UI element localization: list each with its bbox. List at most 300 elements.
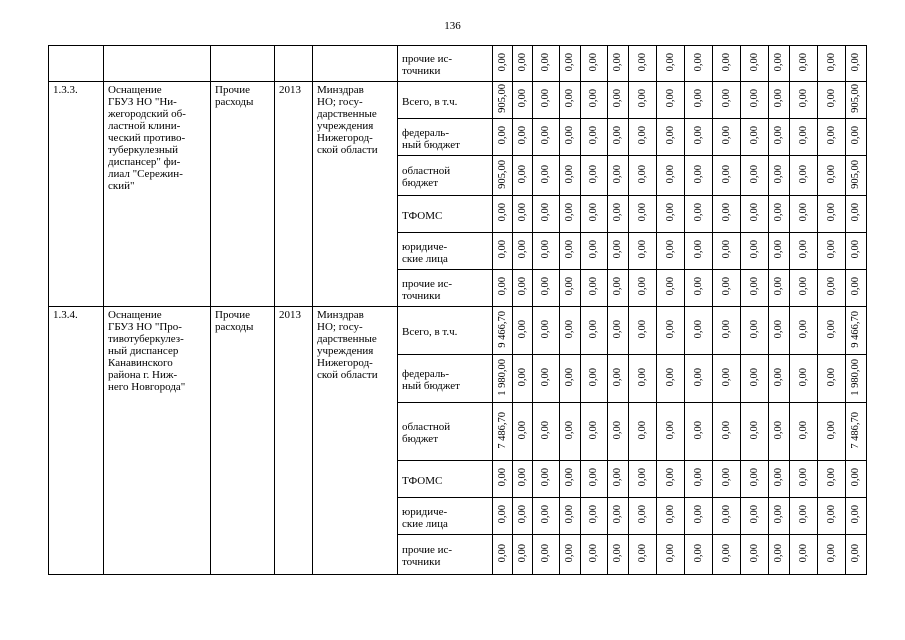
value-cell [560, 535, 581, 575]
value-cell [560, 498, 581, 535]
value-text: 0,00 [588, 367, 599, 387]
value-text: 0,00 [516, 203, 528, 222]
value-cell [608, 535, 629, 575]
value-cell [533, 403, 560, 461]
item-code-cell: 1.3.4. [49, 307, 104, 575]
value-text: 0,00 [825, 240, 837, 259]
value-text: 0,00 [540, 240, 551, 259]
value-cell [657, 233, 685, 270]
value-text: 0,00 [496, 277, 508, 296]
value-cell [846, 233, 867, 270]
value-text: 0,00 [797, 89, 809, 108]
value-cell [657, 156, 685, 196]
value-text: 0,00 [797, 367, 809, 387]
value-cell [493, 535, 513, 575]
value-cell [685, 307, 713, 355]
value-text: 0,00 [664, 505, 676, 524]
value-text: 0,00 [516, 52, 528, 72]
value-text: 0,00 [825, 468, 837, 487]
value-cell [513, 355, 533, 403]
value-cell [685, 355, 713, 403]
value-cell [769, 119, 790, 156]
value-cell [533, 498, 560, 535]
value-text: 0,00 [720, 367, 732, 387]
value-text: 9 466,70 [496, 310, 508, 348]
value-text: 0,00 [692, 505, 704, 524]
value-text: 0,00 [588, 52, 599, 72]
value-cell [629, 461, 657, 498]
value-text: 0,00 [564, 126, 575, 145]
value-text: 0,00 [748, 52, 760, 72]
value-cell [533, 196, 560, 233]
value-text: 0,00 [612, 164, 623, 184]
value-cell [846, 307, 867, 355]
page-number: 136 [444, 20, 461, 32]
value-cell [713, 46, 741, 82]
value-text: 0,00 [773, 468, 784, 487]
value-text: 0,00 [588, 164, 599, 184]
value-cell [608, 270, 629, 307]
value-text: 0,00 [516, 164, 528, 184]
source-cell: прочие ис- точники [398, 270, 493, 307]
value-cell [846, 82, 867, 119]
value-text: 0,00 [720, 468, 732, 487]
source-cell: ТФОМС [398, 196, 493, 233]
value-text: 0,00 [564, 277, 575, 296]
value-cell [493, 307, 513, 355]
value-text: 0,00 [748, 89, 760, 108]
value-text: 0,00 [664, 52, 676, 72]
value-text: 0,00 [540, 89, 551, 108]
value-cell [818, 355, 846, 403]
value-cell [769, 498, 790, 535]
value-text: 0,00 [773, 543, 784, 563]
value-text: 0,00 [540, 420, 551, 440]
value-text: 0,00 [636, 126, 648, 145]
value-text: 0,00 [636, 52, 648, 72]
value-text: 0,00 [636, 505, 648, 524]
value-cell [818, 233, 846, 270]
value-cell [713, 270, 741, 307]
value-text: 0,00 [564, 52, 575, 72]
value-text: 0,00 [825, 52, 837, 72]
value-text: 0,00 [612, 420, 623, 440]
value-text: 0,00 [564, 543, 575, 563]
source-cell: федераль- ный бюджет [398, 119, 493, 156]
value-cell [818, 498, 846, 535]
value-text: 0,00 [748, 505, 760, 524]
value-text: 0,00 [797, 240, 809, 259]
value-cell [629, 156, 657, 196]
value-text: 0,00 [825, 164, 837, 184]
value-cell [581, 46, 608, 82]
source-cell: Всего, в т.ч. [398, 307, 493, 355]
value-text: 0,00 [825, 319, 837, 339]
value-text: 0,00 [773, 277, 784, 296]
value-cell [741, 156, 769, 196]
value-text: 0,00 [825, 126, 837, 145]
value-cell [818, 535, 846, 575]
value-cell [818, 196, 846, 233]
value-cell [741, 119, 769, 156]
value-text: 0,00 [496, 468, 508, 487]
value-text: 0,00 [564, 468, 575, 487]
value-text: 0,00 [636, 277, 648, 296]
value-cell [713, 196, 741, 233]
value-text: 0,00 [636, 543, 648, 563]
value-text: 0,00 [720, 277, 732, 296]
value-cell [769, 535, 790, 575]
value-cell [741, 403, 769, 461]
value-text: 0,00 [748, 277, 760, 296]
value-text: 0,00 [797, 420, 809, 440]
value-text: 0,00 [748, 126, 760, 145]
value-text: 0,00 [636, 420, 648, 440]
value-cell [769, 355, 790, 403]
value-cell [533, 46, 560, 82]
value-text: 0,00 [692, 164, 704, 184]
value-text: 0,00 [540, 367, 551, 387]
item-name-cell: Оснащение ГБУЗ НО "Ни- жегородский об- ластной клини- ческий противо- туберкулезный диспансер" фи- лиал "Сережин- ский" [104, 82, 211, 307]
value-cell [818, 119, 846, 156]
value-cell [685, 82, 713, 119]
value-text: 0,00 [540, 126, 551, 145]
value-text: 0,00 [664, 126, 676, 145]
source-cell: областной бюджет [398, 156, 493, 196]
value-cell [713, 82, 741, 119]
value-cell [629, 270, 657, 307]
value-cell [581, 233, 608, 270]
value-cell [657, 119, 685, 156]
value-cell [629, 535, 657, 575]
value-cell [581, 156, 608, 196]
value-cell [846, 535, 867, 575]
value-text: 0,00 [850, 240, 861, 259]
value-cell [629, 498, 657, 535]
value-text: 0,00 [850, 543, 861, 563]
value-text: 0,00 [692, 89, 704, 108]
value-cell [741, 498, 769, 535]
value-cell [533, 233, 560, 270]
value-text: 0,00 [636, 240, 648, 259]
value-text: 0,00 [564, 203, 575, 222]
value-cell [581, 307, 608, 355]
value-cell [846, 119, 867, 156]
value-text: 0,00 [773, 319, 784, 339]
value-cell [560, 82, 581, 119]
value-cell [581, 461, 608, 498]
value-text: 0,00 [720, 52, 732, 72]
value-cell [608, 156, 629, 196]
value-cell [608, 355, 629, 403]
value-cell [533, 119, 560, 156]
empty-cell [275, 46, 313, 82]
value-cell [790, 535, 818, 575]
value-cell [629, 82, 657, 119]
value-cell [608, 307, 629, 355]
value-cell [685, 46, 713, 82]
value-cell [493, 270, 513, 307]
value-text: 0,00 [825, 203, 837, 222]
value-text: 0,00 [773, 367, 784, 387]
value-text: 0,00 [664, 319, 676, 339]
value-text: 0,00 [516, 126, 528, 145]
value-text: 0,00 [720, 164, 732, 184]
value-cell [581, 535, 608, 575]
value-cell [741, 461, 769, 498]
value-cell [513, 403, 533, 461]
value-text: 0,00 [612, 543, 623, 563]
value-cell [608, 403, 629, 461]
value-cell [629, 307, 657, 355]
value-cell [629, 46, 657, 82]
value-text: 0,00 [612, 203, 623, 222]
value-text: 0,00 [692, 277, 704, 296]
value-cell [533, 535, 560, 575]
value-cell [769, 156, 790, 196]
value-text: 0,00 [564, 89, 575, 108]
value-text: 0,00 [825, 505, 837, 524]
value-cell [513, 156, 533, 196]
value-cell [685, 196, 713, 233]
value-cell [629, 403, 657, 461]
expense-type-cell: Прочие расходы [211, 307, 275, 575]
value-cell [581, 403, 608, 461]
value-cell [513, 82, 533, 119]
value-text: 0,00 [748, 319, 760, 339]
value-text: 0,00 [588, 89, 599, 108]
value-text: 7 486,70 [496, 411, 508, 449]
value-text: 0,00 [664, 164, 676, 184]
executor-cell: Минздрав НО; госу- дарственные учреждения Нижегород- ской области [313, 82, 398, 307]
value-cell [769, 82, 790, 119]
value-text: 0,00 [692, 468, 704, 487]
value-cell [513, 119, 533, 156]
value-cell [493, 355, 513, 403]
value-cell [818, 270, 846, 307]
value-cell [741, 233, 769, 270]
source-cell: федераль- ный бюджет [398, 355, 493, 403]
value-text: 0,00 [516, 277, 528, 296]
value-text: 0,00 [496, 505, 508, 524]
table-row [49, 46, 867, 82]
value-cell [608, 46, 629, 82]
value-text: 0,00 [664, 89, 676, 108]
value-text: 0,00 [748, 367, 760, 387]
value-cell [657, 82, 685, 119]
value-text: 0,00 [797, 543, 809, 563]
value-cell [846, 498, 867, 535]
value-text: 0,00 [540, 164, 551, 184]
value-text: 0,00 [612, 505, 623, 524]
value-cell [493, 233, 513, 270]
value-cell [560, 233, 581, 270]
value-text: 0,00 [850, 505, 861, 524]
value-text: 0,00 [797, 203, 809, 222]
value-cell [685, 156, 713, 196]
value-cell [533, 307, 560, 355]
empty-cell [313, 46, 398, 82]
value-text: 0,00 [516, 319, 528, 339]
value-cell [657, 403, 685, 461]
value-text: 0,00 [850, 126, 861, 145]
value-text: 0,00 [850, 52, 861, 72]
value-text: 0,00 [748, 543, 760, 563]
value-cell [713, 156, 741, 196]
value-text: 905,00 [850, 159, 861, 189]
value-cell [513, 535, 533, 575]
empty-cell [211, 46, 275, 82]
value-cell [790, 233, 818, 270]
value-cell [818, 307, 846, 355]
value-text: 0,00 [564, 164, 575, 184]
value-text: 0,00 [748, 468, 760, 487]
value-text: 0,00 [773, 89, 784, 108]
value-cell [769, 403, 790, 461]
value-text: 0,00 [773, 420, 784, 440]
value-cell [581, 270, 608, 307]
value-cell [629, 119, 657, 156]
value-text: 0,00 [692, 203, 704, 222]
value-cell [560, 119, 581, 156]
value-text: 0,00 [664, 543, 676, 563]
value-text: 0,00 [748, 164, 760, 184]
value-text: 0,00 [540, 468, 551, 487]
value-cell [560, 461, 581, 498]
value-cell [533, 156, 560, 196]
value-cell [629, 233, 657, 270]
source-cell: областной бюджет [398, 403, 493, 461]
value-cell [713, 535, 741, 575]
value-text: 0,00 [636, 203, 648, 222]
value-cell [560, 270, 581, 307]
value-cell [790, 119, 818, 156]
value-text: 0,00 [797, 505, 809, 524]
value-cell [513, 461, 533, 498]
value-cell [818, 156, 846, 196]
source-cell: Всего, в т.ч. [398, 82, 493, 119]
value-cell [741, 46, 769, 82]
value-cell [769, 461, 790, 498]
value-cell [560, 403, 581, 461]
value-text: 1 980,00 [850, 358, 861, 396]
value-text: 9 466,70 [850, 310, 861, 348]
value-cell [581, 119, 608, 156]
value-cell [513, 270, 533, 307]
value-text: 0,00 [588, 543, 599, 563]
empty-cell [104, 46, 211, 82]
value-text: 0,00 [748, 240, 760, 259]
executor-cell: Минздрав НО; госу- дарственные учреждения Нижегород- ской области [313, 307, 398, 575]
value-cell [790, 498, 818, 535]
value-cell [513, 233, 533, 270]
value-cell [608, 498, 629, 535]
value-cell [560, 196, 581, 233]
value-cell [493, 82, 513, 119]
value-text: 0,00 [496, 240, 508, 259]
value-text: 0,00 [588, 203, 599, 222]
value-cell [790, 156, 818, 196]
value-text: 0,00 [496, 52, 508, 72]
value-text: 0,00 [773, 505, 784, 524]
value-cell [818, 46, 846, 82]
value-cell [657, 498, 685, 535]
funding-table [48, 45, 867, 575]
value-text: 0,00 [825, 420, 837, 440]
value-text: 0,00 [540, 505, 551, 524]
value-cell [741, 355, 769, 403]
value-text: 905,00 [850, 84, 861, 113]
value-cell [769, 270, 790, 307]
value-cell [657, 46, 685, 82]
value-cell [657, 461, 685, 498]
value-text: 0,00 [720, 319, 732, 339]
value-cell [769, 307, 790, 355]
value-cell [581, 196, 608, 233]
value-cell [769, 196, 790, 233]
value-cell [790, 403, 818, 461]
table-row [49, 82, 867, 119]
value-text: 0,00 [612, 277, 623, 296]
value-text: 0,00 [588, 277, 599, 296]
value-cell [581, 355, 608, 403]
value-text: 0,00 [516, 420, 528, 440]
value-text: 0,00 [720, 203, 732, 222]
value-cell [493, 196, 513, 233]
value-cell [657, 355, 685, 403]
source-cell: юридиче- ские лица [398, 233, 493, 270]
value-text: 0,00 [540, 319, 551, 339]
value-text: 0,00 [664, 468, 676, 487]
value-cell [790, 196, 818, 233]
value-cell [657, 196, 685, 233]
value-text: 0,00 [588, 240, 599, 259]
value-text: 0,00 [636, 468, 648, 487]
value-text: 0,00 [516, 367, 528, 387]
year-cell: 2013 [275, 307, 313, 575]
value-text: 0,00 [516, 240, 528, 259]
value-text: 0,00 [612, 52, 623, 72]
value-cell [685, 403, 713, 461]
value-cell [790, 307, 818, 355]
value-cell [818, 403, 846, 461]
value-text: 0,00 [516, 543, 528, 563]
value-text: 0,00 [692, 543, 704, 563]
source-cell: ТФОМС [398, 461, 493, 498]
value-text: 0,00 [748, 420, 760, 440]
value-text: 7 486,70 [850, 411, 861, 449]
value-text: 0,00 [516, 468, 528, 487]
value-cell [493, 498, 513, 535]
value-text: 0,00 [564, 240, 575, 259]
value-cell [581, 82, 608, 119]
value-cell [846, 270, 867, 307]
source-cell: прочие ис- точники [398, 46, 493, 82]
value-text: 0,00 [588, 505, 599, 524]
value-text: 0,00 [773, 126, 784, 145]
value-text: 0,00 [564, 367, 575, 387]
source-cell: прочие ис- точники [398, 535, 493, 575]
value-text: 0,00 [588, 468, 599, 487]
value-cell [657, 307, 685, 355]
value-cell [608, 196, 629, 233]
value-cell [713, 119, 741, 156]
value-cell [846, 403, 867, 461]
value-cell [685, 119, 713, 156]
value-cell [629, 196, 657, 233]
value-cell [741, 196, 769, 233]
value-text: 0,00 [636, 367, 648, 387]
